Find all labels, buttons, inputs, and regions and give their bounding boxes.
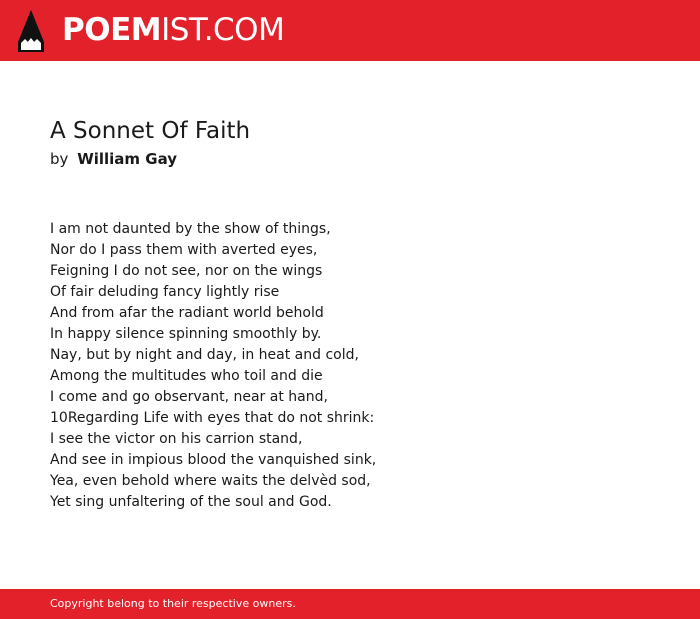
poem-line: I am not daunted by the show of things, xyxy=(50,221,331,237)
poem-line: Yea, even behold where waits the delvèd sod, xyxy=(50,473,371,489)
copyright-notice: Copyright belong to their respective owners. xyxy=(50,597,296,610)
poem-line: Among the multitudes who toil and die xyxy=(50,368,323,384)
site-logo[interactable] xyxy=(62,12,284,48)
logo-text-bold: POEM xyxy=(62,12,162,48)
byline xyxy=(50,149,177,169)
author-name[interactable]: William Gay xyxy=(77,150,178,168)
poem-line: Nay, but by night and day, in heat and cold, xyxy=(50,347,359,363)
poem-line: I come and go observant, near at hand, xyxy=(50,389,328,405)
poem-line: 10Regarding Life with eyes that do not shrink: xyxy=(50,410,375,426)
poem-line: I see the victor on his carrion stand, xyxy=(50,431,303,447)
poem-line: Feigning I do not see, nor on the wings xyxy=(50,263,323,279)
pencil-tip-icon[interactable] xyxy=(18,10,44,52)
poem-line: And from afar the radiant world behold xyxy=(50,305,324,321)
poem-body xyxy=(50,219,376,513)
by-label: by xyxy=(50,150,69,168)
site-header xyxy=(0,0,700,61)
poem-line: Yet sing unfaltering of the soul and God. xyxy=(50,494,332,510)
logo-text-light: IST.COM xyxy=(161,12,285,48)
site-footer xyxy=(0,589,700,619)
poem-line: In happy silence spinning smoothly by. xyxy=(50,326,322,342)
poem-line: Of fair deluding fancy lightly rise xyxy=(50,284,280,300)
poem-line: And see in impious blood the vanquished sink, xyxy=(50,452,377,468)
poem-line: Nor do I pass them with averted eyes, xyxy=(50,242,318,258)
poem-title: A Sonnet Of Faith xyxy=(50,118,251,144)
